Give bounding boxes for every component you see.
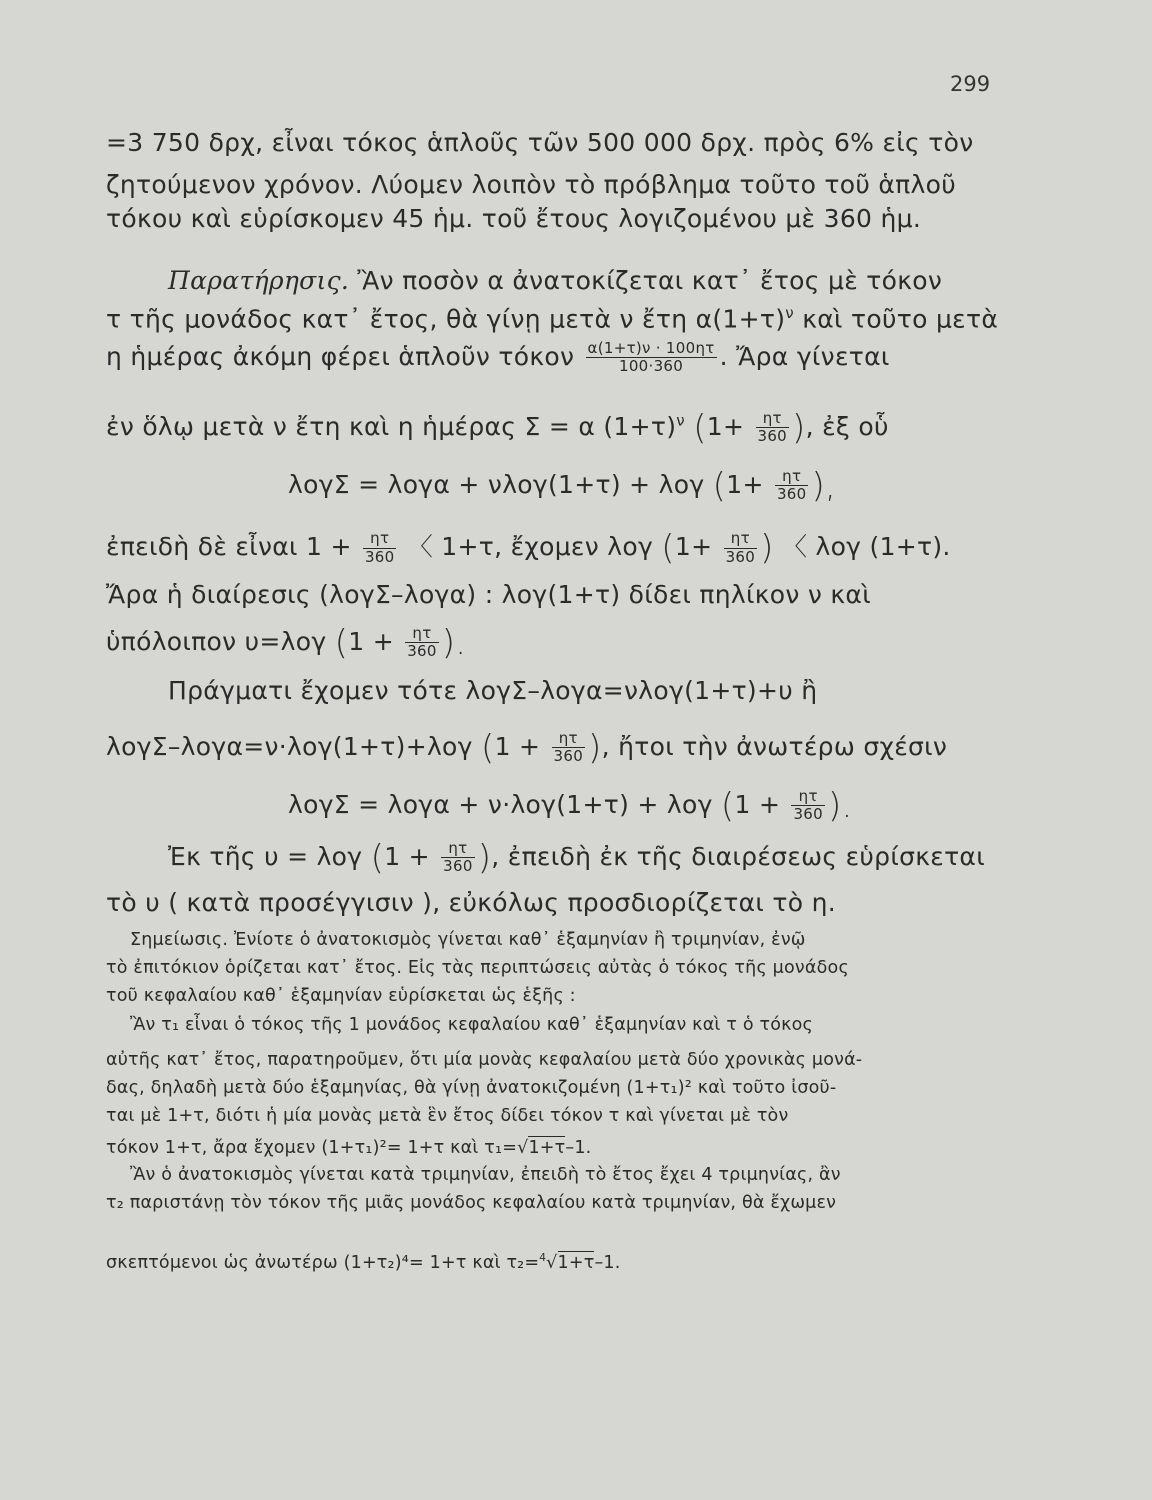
text-segment: 1 +	[348, 626, 394, 656]
note-line: Σημείωσις. Ἐνίοτε ὁ ἀνατοκισμὸς γίνεται καθ᾽ ἑξαμηνίαν ἢ τριμηνίαν, ἐνῷ	[130, 930, 806, 950]
text-segment: καὶ τοῦτο μετὰ	[793, 304, 999, 334]
fraction-numerator: ητ	[791, 788, 825, 806]
fraction	[405, 625, 439, 661]
equation-line	[288, 785, 853, 826]
remark-title: Παρατήρησις.	[168, 266, 350, 295]
left-paren: (	[693, 407, 707, 448]
fraction-denominator: 360	[407, 642, 437, 661]
fraction-denominator: 360	[793, 805, 823, 824]
note-line: τὸ ἐπιτόκιον ὁρίζεται κατ᾽ ἔτος. Εἰς τὰς περιπτώσεις αὐτὰς ὁ τόκος τῆς μονάδος	[106, 958, 849, 978]
fraction-numerator: ητ	[756, 410, 790, 428]
radicand: 1+τ	[557, 1252, 595, 1273]
remark-line-8	[106, 622, 467, 663]
note-line: Ἂν ὁ ἀνατοκισμὸς γίνεται κατὰ τριμηνίαν, ἐπειδὴ τὸ ἔτος ἔχει 4 τριμηνίας, ἂν	[130, 1165, 841, 1185]
right-paren: )	[477, 837, 492, 878]
remark-text: Ἂν ποσὸν α ἀνατοκίζεται κατ᾽ ἔτος μὲ τόκον	[357, 266, 943, 295]
right-paren: )	[760, 528, 774, 568]
text-line: τὸ υ ( κατὰ προσέγγισιν ), εὐκόλως προσδιορίζεται τὸ η.	[106, 888, 837, 917]
text-segment: τόκον 1+τ, ἄρα ἔχομεν (1+τ₁)²= 1+τ καὶ τ₁=√	[106, 1138, 529, 1158]
left-paren: (	[720, 785, 735, 826]
text-line: τόκου καὶ εὑρίσκομεν 45 ἡμ. τοῦ ἔτους λογιζομένου μὲ 360 ἡμ.	[106, 204, 922, 233]
remark-line-1	[168, 266, 942, 295]
text-segment: 1 +	[384, 841, 430, 871]
remark-line-10	[106, 727, 948, 768]
text-segment: 〈 1+τ, ἔχομεν λογ	[407, 532, 654, 561]
text-segment: 1 +	[734, 789, 781, 819]
text-segment: –1.	[594, 1252, 621, 1273]
note-line: τοῦ κεφαλαίου καθ᾽ ἑξαμηνίαν εὑρίσκεται ὡς ἑξῆς :	[106, 986, 576, 1006]
remark-line-3	[106, 340, 890, 376]
text-segment: , ἐπειδὴ ἐκ τῆς διαιρέσεως εὑρίσκεται	[491, 841, 985, 871]
right-paren: ).	[827, 785, 853, 826]
radicand: 1+τ	[528, 1138, 566, 1158]
text-segment: . Ἄρα γίνεται	[719, 341, 890, 371]
page-number: 299	[950, 72, 991, 96]
right-paren: )	[588, 727, 602, 768]
remark-line-2	[106, 304, 998, 333]
note-line-11	[106, 1252, 621, 1273]
note-line: Ἂν τ₁ εἶναι ὁ τόκος τῆς 1 μονάδος κεφαλαίου καθ᾽ ἑξαμηνίαν καὶ τ ὁ τόκος	[130, 1015, 814, 1035]
text-segment: η ἡμέρας ἀκόμη φέρει ἁπλοῦν τόκον	[106, 341, 575, 371]
left-paren: (	[370, 837, 385, 878]
left-paren: (	[334, 622, 349, 663]
fraction	[791, 788, 825, 824]
text-segment: ὑπόλοιπον υ=λογ	[106, 626, 327, 656]
fraction	[586, 340, 717, 376]
fraction	[724, 530, 758, 566]
text-segment: –1.	[565, 1138, 592, 1158]
right-paren: )	[792, 407, 806, 448]
text-segment: τ τῆς μονάδος κατ᾽ ἔτος, θὰ γίνῃ μετὰ ν ἔτη α(1+τ)	[106, 304, 786, 334]
text-segment: , ἤτοι τὴν ἀνωτέρω σχέσιν	[601, 731, 948, 761]
text-segment: ἐν ὅλῳ μετὰ ν ἔτη καὶ η ἡμέρας Σ = α (1+τ)	[106, 411, 677, 441]
text-segment: σκεπτόμενοι ὡς ἀνωτέρω (1+τ₂)⁴= 1+τ καὶ τ₂=	[106, 1252, 540, 1273]
text-line: Ἄρα ἡ διαίρεσις (λογΣ–λογα) : λογ(1+τ) δίδει πηλίκον ν καὶ	[106, 580, 871, 609]
text-line: Πράγματι ἔχομεν τότε λογΣ–λογα=νλογ(1+τ)+υ ἢ	[168, 676, 818, 705]
right-paren: ).	[441, 622, 467, 663]
text-segment: 1+	[674, 532, 713, 561]
fraction-numerator: ητ	[724, 530, 758, 548]
right-paren: ),	[811, 465, 837, 506]
text-segment: λογΣ = λογα + ν·λογ(1+τ) + λογ	[288, 789, 713, 819]
text-segment: 1+	[706, 411, 745, 441]
fraction-numerator: ητ	[441, 840, 475, 858]
note-line: ται μὲ 1+τ, διότι ἡ μία μονὰς μετὰ ἓν ἔτος δίδει τόκον τ καὶ γίνεται μὲ τὸν	[106, 1106, 789, 1126]
text-segment: 1+	[726, 469, 764, 499]
radical-sign: √	[546, 1252, 558, 1273]
fraction-denominator: 360	[757, 427, 788, 446]
fraction-denominator: 360	[776, 485, 807, 504]
left-paren: (	[480, 727, 495, 768]
fraction	[552, 730, 586, 766]
exponent: ν	[785, 304, 794, 322]
text-segment: , ἐξ οὗ	[805, 411, 889, 441]
text-line: =3 750 δρχ, εἶναι τόκος ἁπλοῦς τῶν 500 000 δρχ. πρὸς 6% εἰς τὸν	[106, 128, 974, 157]
fraction-denominator: 360	[725, 547, 756, 566]
left-paren: (	[661, 528, 675, 568]
fraction	[363, 530, 397, 566]
fraction-denominator: 360	[443, 857, 473, 876]
fraction-numerator: ητ	[775, 468, 809, 486]
text-segment: ἐπειδὴ δὲ εἶναι 1 +	[106, 532, 352, 561]
remark-line-4	[106, 407, 889, 448]
note-line: δας, δηλαδὴ μετὰ δύο ἑξαμηνίας, θὰ γίνῃ ἀνατοκιζομένη (1+τ₁)² καὶ τοῦτο ἰσοῦ-	[106, 1078, 837, 1098]
fraction-numerator: α(1+τ)ν · 100ητ	[587, 339, 715, 357]
fraction-numerator: ητ	[552, 730, 586, 748]
root-index: 4	[539, 1252, 547, 1264]
remark-line-12	[168, 837, 985, 878]
fraction-denominator: 360	[364, 547, 395, 566]
fraction-denominator: 100·360	[618, 357, 684, 376]
note-line: τ₂ παριστάνῃ τὸν τόκον τῆς μιᾶς μονάδος κεφαλαίου κατὰ τριμηνίαν, θὰ ἔχωμεν	[106, 1193, 837, 1213]
note-line: αὐτῆς κατ᾽ ἔτος, παρατηροῦμεν, ὅτι μία μονὰς κεφαλαίου μετὰ δύο χρονικὰς μονά-	[106, 1050, 863, 1070]
text-segment: 〈 λογ (1+τ).	[781, 532, 951, 561]
text-segment: Ἐκ τῆς υ = λογ	[168, 841, 363, 871]
exponent: ν	[676, 411, 685, 430]
text-segment: λογΣ–λογα=ν·λογ(1+τ)+λογ	[106, 731, 473, 761]
fraction-denominator: 360	[553, 747, 584, 766]
fraction	[441, 840, 475, 876]
fraction-numerator: ητ	[405, 625, 439, 643]
equation-line	[288, 465, 837, 506]
left-paren: (	[712, 465, 727, 506]
fraction-numerator: ητ	[363, 530, 397, 548]
note-line-8	[106, 1138, 591, 1158]
text-segment: 1 +	[494, 731, 541, 761]
text-line: ζητούμενον χρόνον. Λύομεν λοιπὸν τὸ πρόβλημα τοῦτο τοῦ ἁπλοῦ	[106, 170, 956, 199]
text-segment: λογΣ = λογα + νλογ(1+τ) + λογ	[288, 469, 705, 499]
fraction	[756, 410, 790, 446]
fraction	[775, 468, 809, 504]
remark-line-6	[106, 527, 951, 566]
